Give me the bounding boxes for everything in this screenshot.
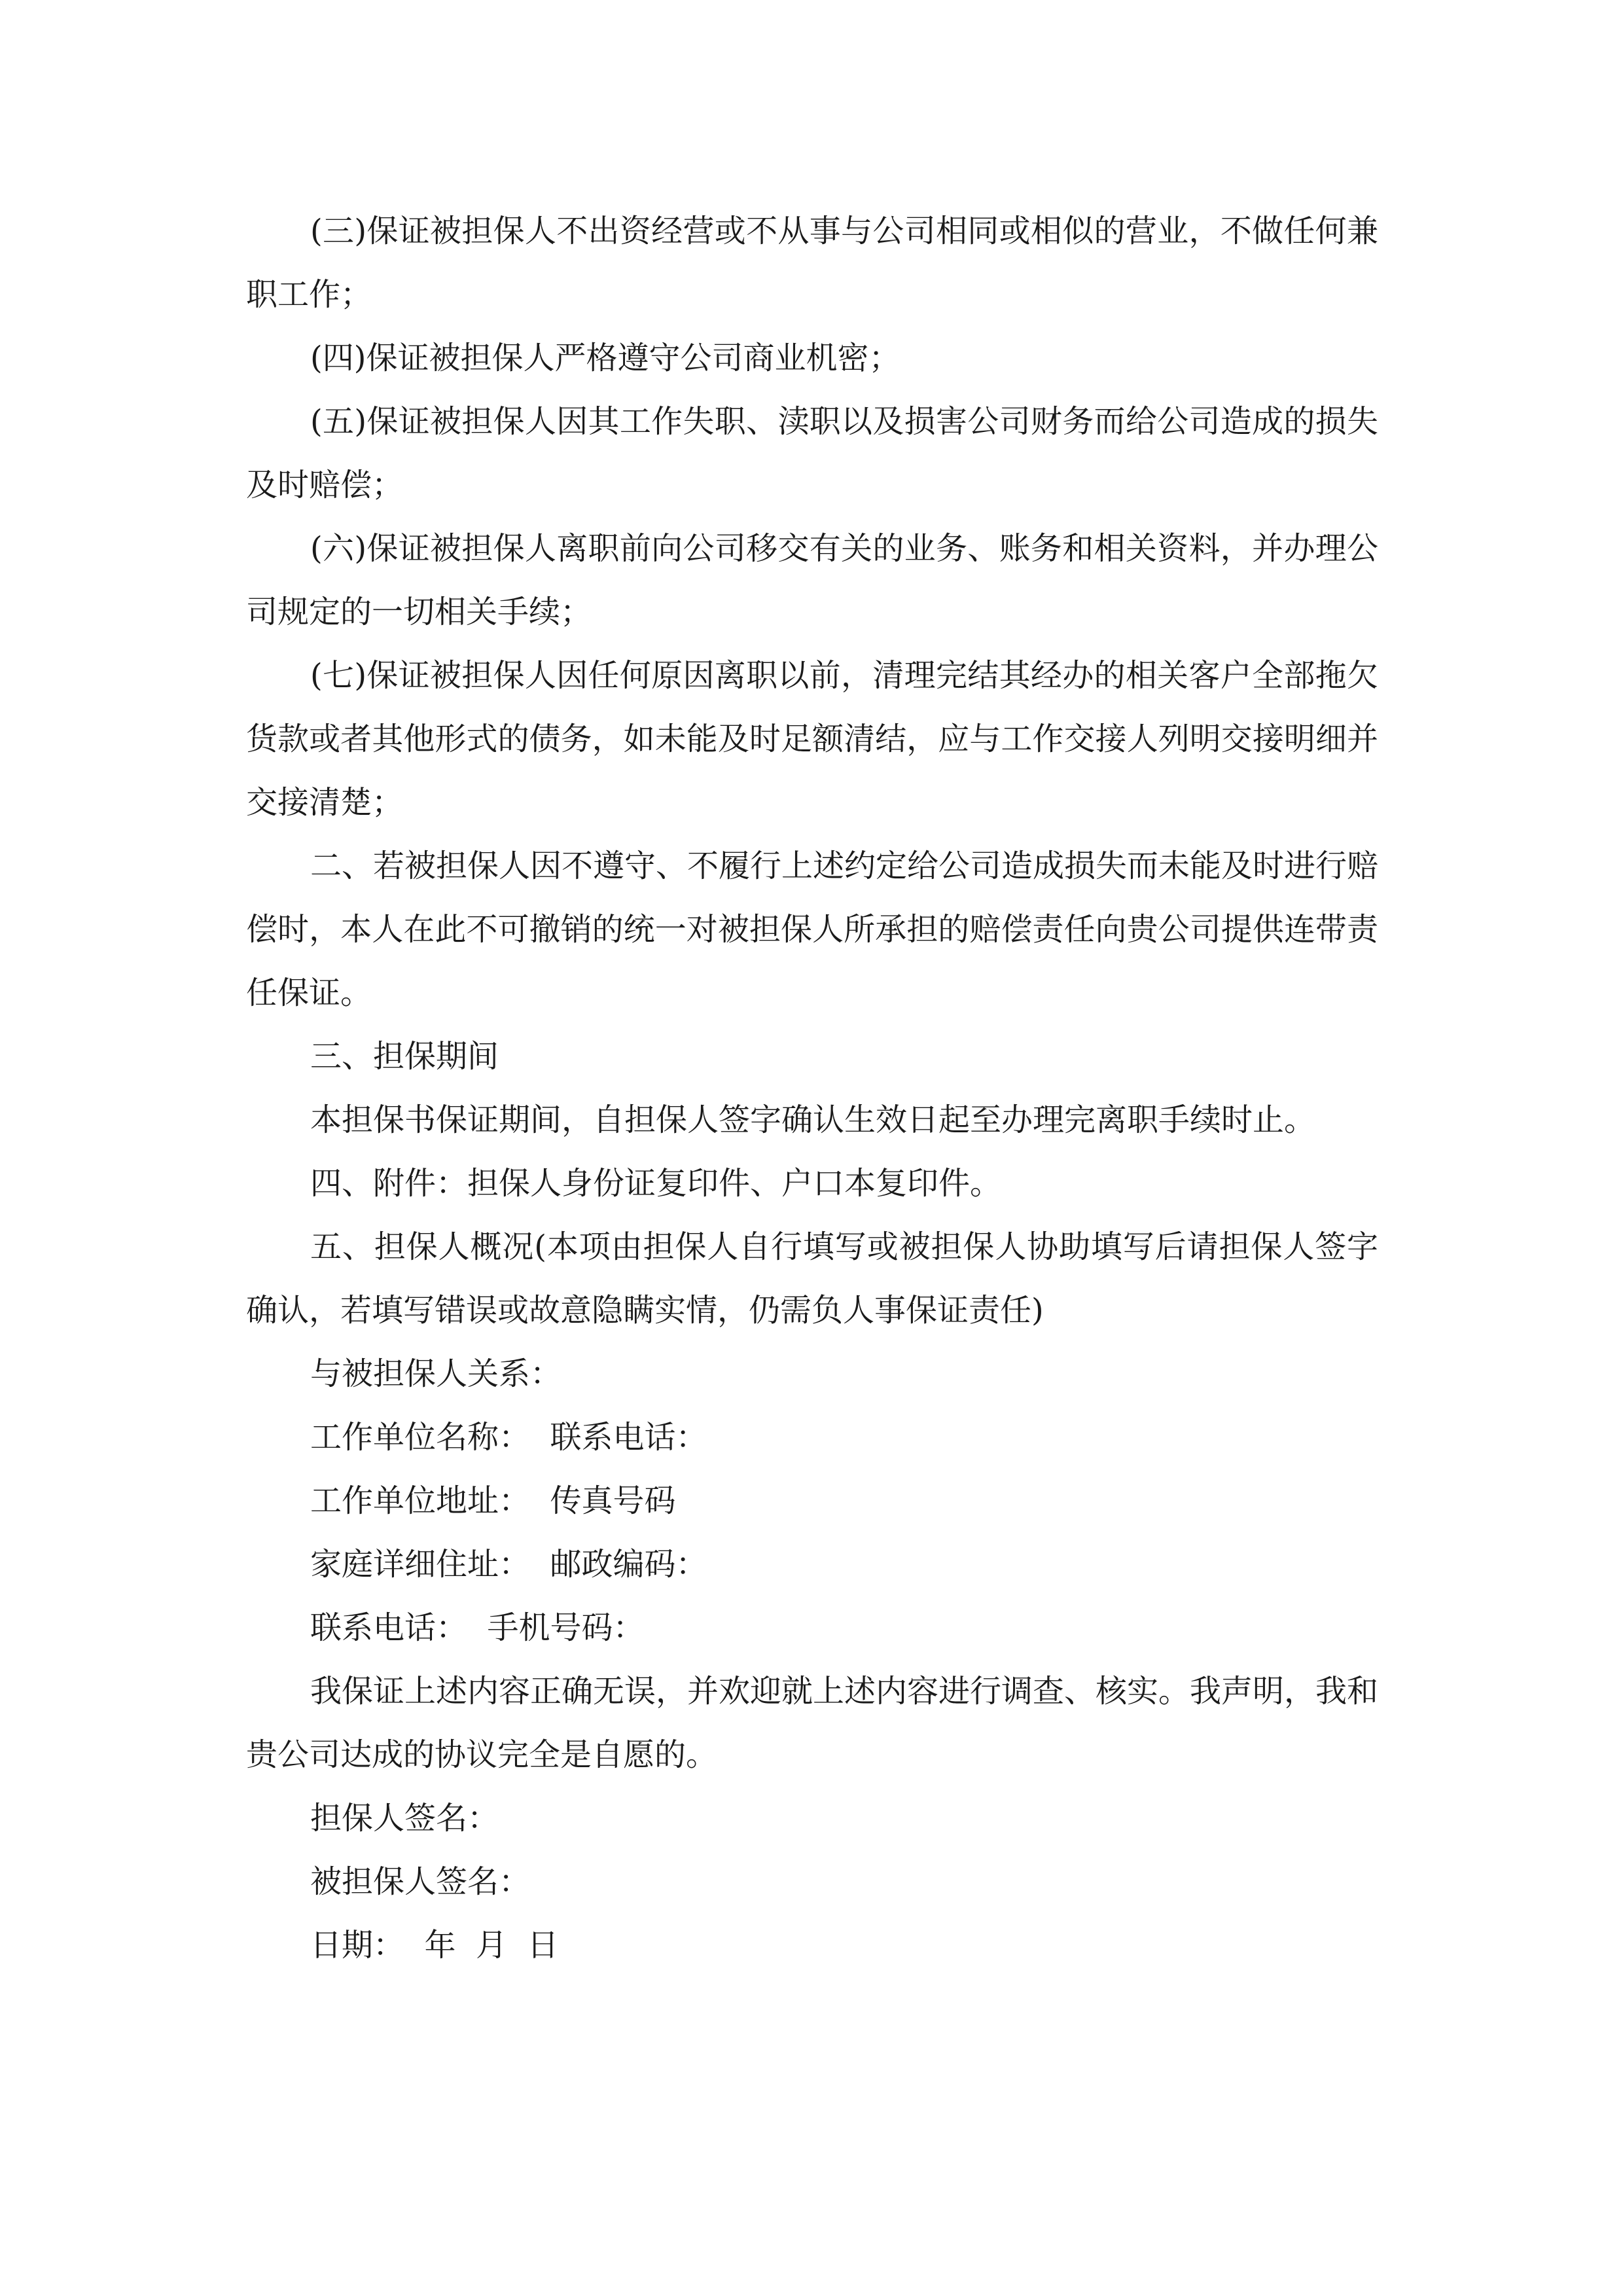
clause-4-paragraph: (四)保证被担保人严格遵守公司商业机密； xyxy=(310,340,901,376)
section-5-paragraph: 五、担保人概况(本项由担保人自行填写或被担保人协助填写后请担保人签字确认，若填写错误或故意隐瞒实情，仍需负人事保证责任) xyxy=(246,1229,1378,1329)
section-4-attachments: 四、附件：担保人身份证复印件、户口本复印件。 xyxy=(310,1165,1002,1202)
document-body xyxy=(246,200,1378,1977)
date-field: 日期： 年 月 日 xyxy=(310,1927,559,1964)
clause-7-paragraph: (七)保证被担保人因任何原因离职以前，清理完结其经办的相关客户全部拖欠货款或者其他形式的债务，如未能及时足额清结，应与工作交接人列明交接明细并交接清楚； xyxy=(246,657,1378,821)
guarantor-signature-field: 担保人签名： xyxy=(310,1800,499,1837)
employer-name-field: 工作单位名称： 联系电话： xyxy=(310,1419,707,1456)
contact-phone-field: 联系电话： 手机号码： xyxy=(310,1609,645,1646)
clause-3-paragraph: (三)保证被担保人不出资经营或不从事与公司相同或相似的营业，不做任何兼职工作； xyxy=(246,213,1378,313)
clause-5-paragraph: (五)保证被担保人因其工作失职、渎职以及损害公司财务而给公司造成的损失及时赔偿； xyxy=(246,403,1378,503)
guarantee-period-paragraph: 本担保书保证期间，自担保人签字确认生效日起至办理完离职手续时止。 xyxy=(310,1102,1316,1138)
guaranteed-signature-field: 被担保人签名： xyxy=(310,1863,531,1900)
home-address-field: 家庭详细住址： 邮政编码： xyxy=(310,1546,707,1583)
relationship-field: 与被担保人关系： xyxy=(310,1355,562,1392)
employer-address-field: 工作单位地址： 传真号码 xyxy=(310,1482,676,1519)
section-3-heading: 三、担保期间 xyxy=(310,1038,499,1075)
section-2-paragraph: 二、若被担保人因不遵守、不履行上述约定给公司造成损失而未能及时进行赔偿时，本人在此不可撤销的统一对被担保人所承担的赔偿责任向贵公司提供连带责任保证。 xyxy=(246,848,1379,1011)
clause-6-paragraph: (六)保证被担保人离职前向公司移交有关的业务、账务和相关资料，并办理公司规定的一切相关手续； xyxy=(246,530,1378,630)
declaration-paragraph: 我保证上述内容正确无误，并欢迎就上述内容进行调查、核实。我声明，我和贵公司达成的协议完全是自愿的。 xyxy=(246,1673,1379,1773)
